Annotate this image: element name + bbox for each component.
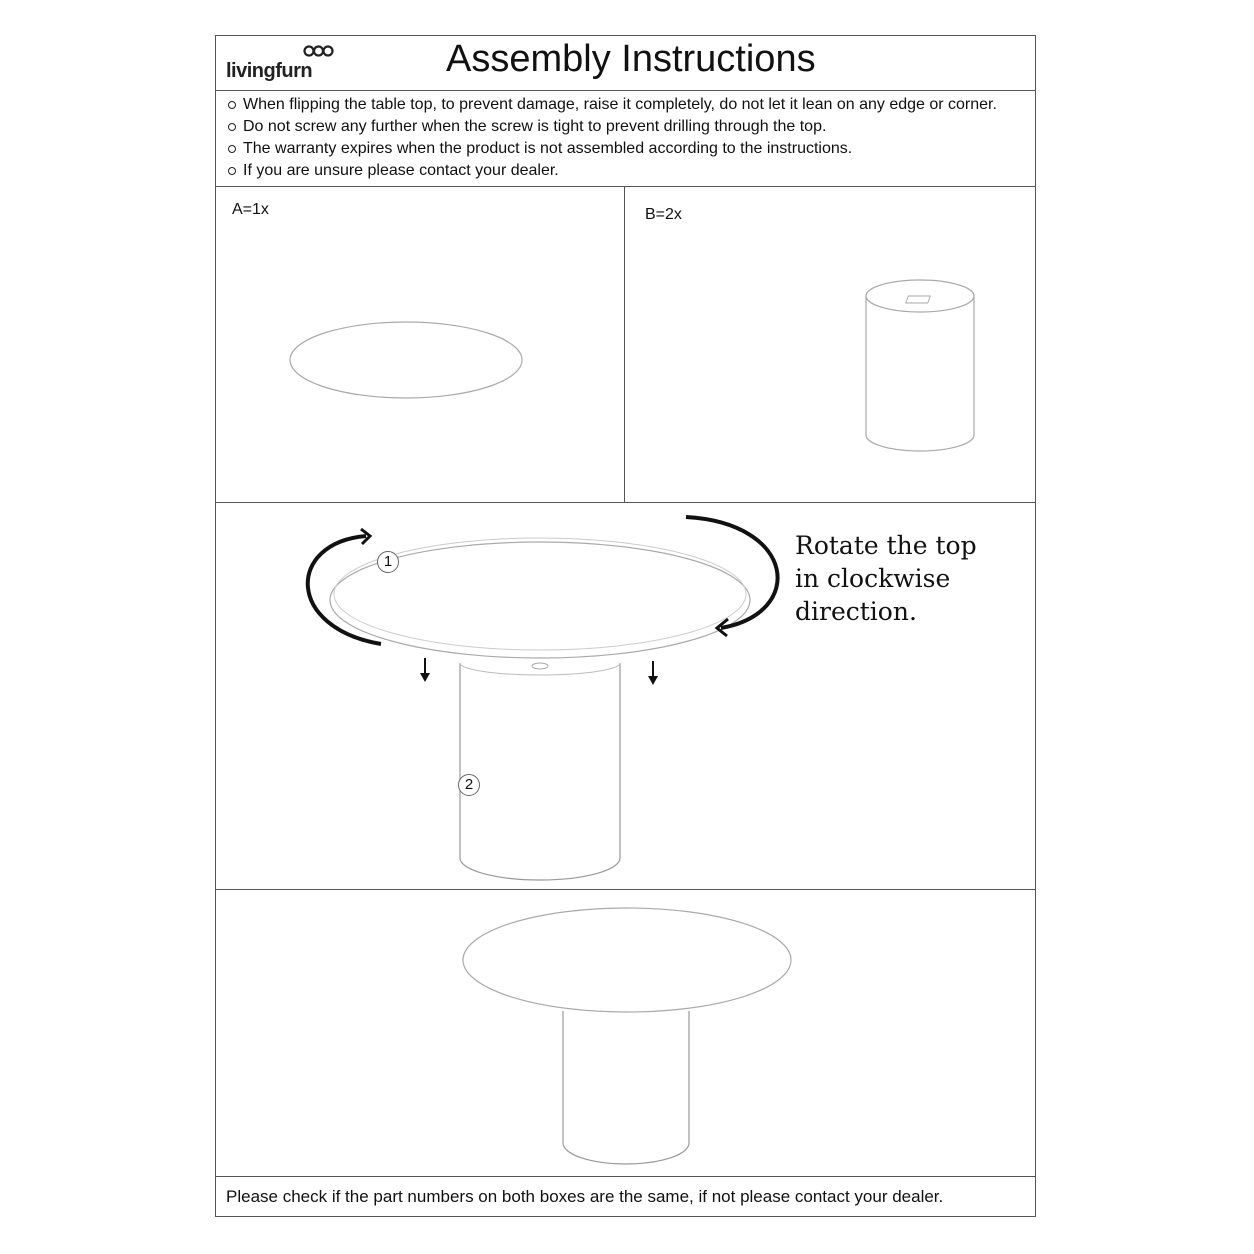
down-arrow-right-icon (648, 661, 658, 685)
logo-text: livingfurn (226, 60, 313, 82)
rotate-text-line: in clockwise (795, 564, 951, 593)
base-cylinder-drawing (625, 187, 1036, 502)
rotate-arrow-left-icon (308, 529, 381, 644)
rotate-text-line: Rotate the top (795, 531, 977, 560)
brand-logo (226, 44, 346, 84)
part-b-label: B=2x (645, 206, 682, 223)
list-item (226, 138, 997, 160)
part-callout-2: 2 (458, 774, 480, 796)
rotate-text-line: direction. (795, 597, 917, 626)
note-text: Do not screw any further when the screw is tight to prevent drilling through the top. (243, 118, 827, 135)
note-text: When flipping the table top, to prevent damage, raise it completely, do not let it lean on any edge or corner. (243, 96, 997, 113)
list-item (226, 116, 997, 138)
part-a-label: A=1x (232, 201, 269, 218)
header (216, 36, 1035, 91)
bullet-icon (228, 101, 236, 109)
part-a-panel (216, 187, 625, 502)
notes-list (226, 94, 997, 182)
bullet-icon (228, 145, 236, 153)
rotate-instruction (795, 529, 1015, 628)
page-title: Assembly Instructions (446, 38, 816, 80)
list-item (226, 94, 997, 116)
list-item (226, 160, 997, 182)
step-2-panel (216, 890, 1035, 1177)
notes-section (216, 91, 1035, 187)
logo-dots-icon (304, 44, 334, 58)
bullet-icon (228, 123, 236, 131)
step-1-panel (216, 503, 1035, 890)
footer (216, 1177, 1035, 1216)
table-top-drawing (216, 187, 624, 502)
footer-note: Please check if the part numbers on both boxes are the same, if not please contact your dealer. (226, 1187, 944, 1206)
note-text: The warranty expires when the product is not assembled according to the instructions. (243, 140, 853, 157)
instruction-sheet (215, 35, 1036, 1217)
parts-section (216, 187, 1035, 503)
note-text: If you are unsure please contact your dealer. (243, 162, 559, 179)
part-b-panel (625, 187, 1035, 502)
down-arrow-left-icon (420, 658, 430, 682)
bullet-icon (228, 167, 236, 175)
part-callout-1: 1 (377, 551, 399, 573)
assembled-table-drawing (216, 890, 1035, 1176)
